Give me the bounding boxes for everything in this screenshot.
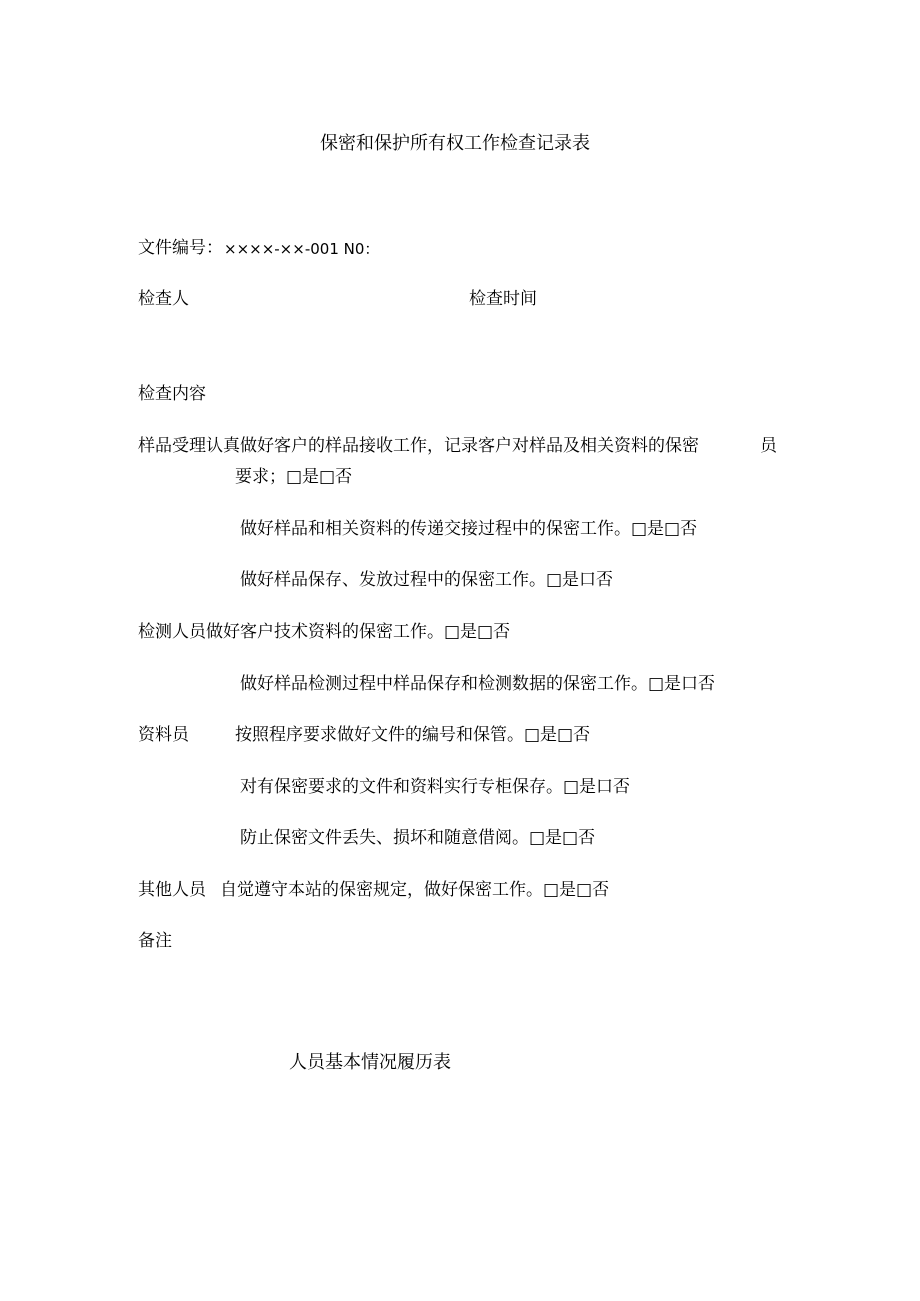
sample-role-label: 样品受理 — [138, 436, 206, 456]
tester-role-label: 检测人员 — [138, 622, 206, 642]
inspector-label: 检查人 — [138, 289, 189, 309]
sample-item-2: 做好样品和相关资料的传递交接过程中的保密工作。□是□否 — [240, 519, 698, 539]
content-heading: 检查内容 — [138, 384, 206, 404]
sample-item-1-tail: 员 — [760, 436, 777, 456]
document-title: 保密和保护所有权工作检查记录表 — [320, 133, 590, 154]
others-item-1: 自觉遵守本站的保密规定，做好保密工作。□是□否 — [220, 880, 610, 900]
archivist-item-3: 防止保密文件丢失、损坏和随意借阅。□是□否 — [240, 828, 596, 848]
tester-item-2: 做好样品检测过程中样品保存和检测数据的保密工作。□是口否 — [240, 674, 716, 694]
sample-item-3: 做好样品保存、发放过程中的保密工作。□是口否 — [240, 570, 614, 590]
archivist-item-1: 按照程序要求做好文件的编号和保管。□是□否 — [235, 725, 591, 745]
archivist-role-label: 资料员 — [138, 725, 189, 745]
inspection-time-label: 检查时间 — [469, 289, 537, 309]
archivist-item-2: 对有保密要求的文件和资料实行专柜保存。□是口否 — [240, 777, 631, 797]
others-role-label: 其他人员 — [138, 880, 206, 900]
file-number-label: 文件编号： — [138, 238, 223, 258]
second-title: 人员基本情况履历表 — [289, 1052, 451, 1073]
tester-item-1: 做好客户技术资料的保密工作。□是□否 — [206, 622, 511, 642]
sample-item-1-line1: 认真做好客户的样品接收工作，记录客户对样品及相关资料的保密 — [206, 436, 699, 456]
file-number-value: ××××-××-001 N0： — [224, 240, 380, 258]
sample-item-1-line2: 要求；□是□否 — [235, 467, 353, 487]
remarks-label: 备注 — [138, 931, 172, 951]
